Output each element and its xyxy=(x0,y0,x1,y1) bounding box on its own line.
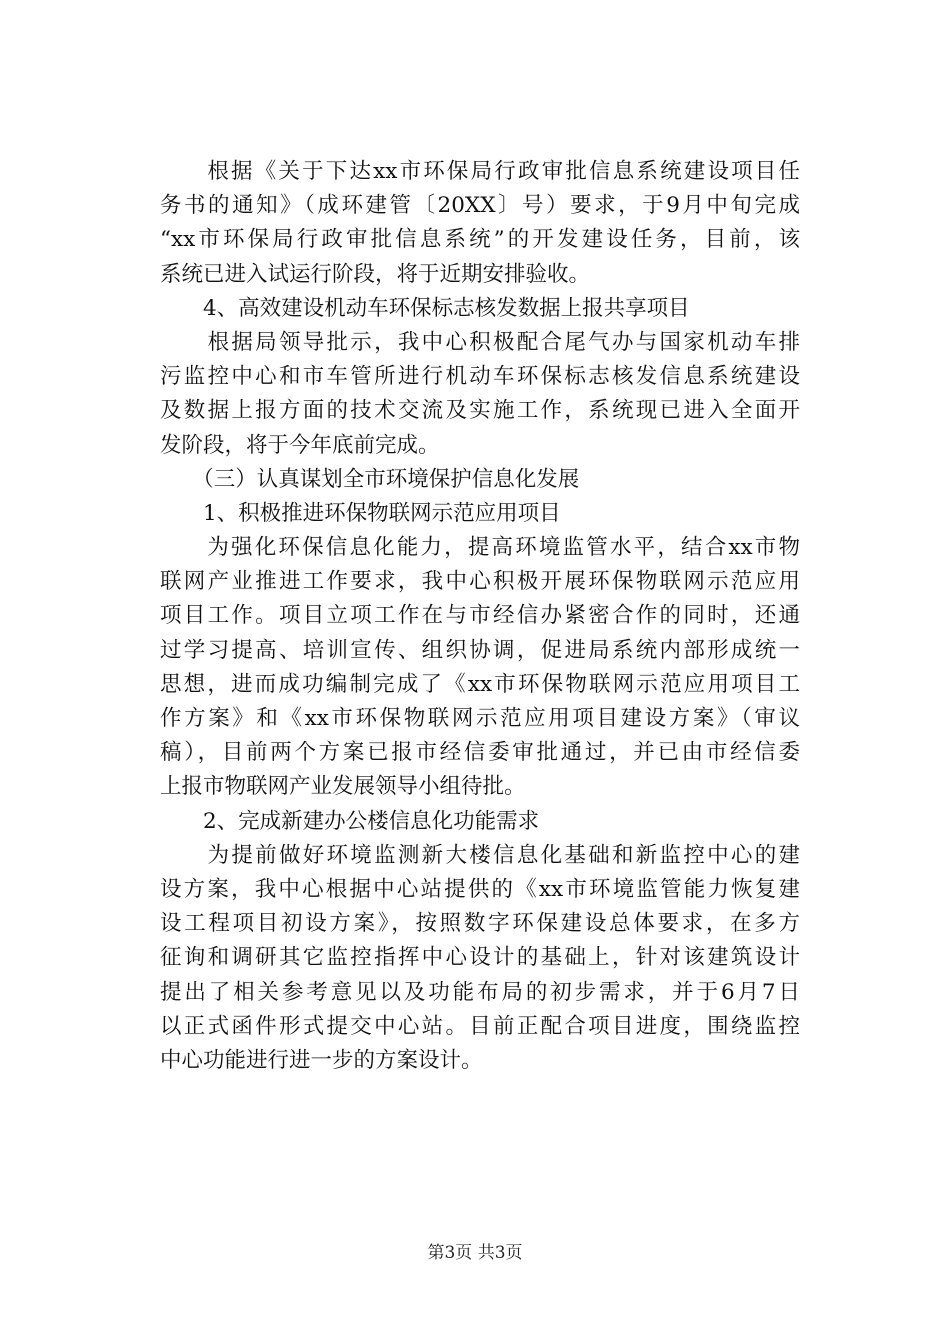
section-heading: 4、高效建设机动车环保标志核发数据上报共享项目 xyxy=(160,295,690,321)
section-heading: （三）认真谋划全市环境保护信息化发展 xyxy=(160,466,580,492)
paragraph-line: 征询和调研其它监控指挥中心设计的基础上，针对该建筑设计 xyxy=(160,945,800,971)
paragraph-line: 为强化环保信息化能力，提高环境监管水平，结合xx市物 xyxy=(160,535,800,561)
paragraph-line: 思想，进而成功编制完成了《xx市环保物联网示范应用项目工 xyxy=(160,671,800,697)
paragraph-line: 发阶段，将于今年底前完成。 xyxy=(160,432,440,458)
paragraph-line: 设方案，我中心根据中心站提供的《xx市环境监管能力恢复建 xyxy=(160,876,800,902)
paragraph-line: 项目工作。项目立项工作在与市经信办紧密合作的同时，还通 xyxy=(160,603,800,629)
paragraph-line: 系统已进入试运行阶段，将于近期安排验收。 xyxy=(160,261,591,287)
section-heading: 2、完成新建办公楼信息化功能需求 xyxy=(160,808,540,834)
paragraph-line: 提出了相关参考意见以及功能布局的初步需求，并于6月7日 xyxy=(160,979,800,1005)
paragraph-line: 稿），目前两个方案已报市经信委审批通过，并已由市经信委 xyxy=(160,740,800,766)
paragraph-line: 及数据上报方面的技术交流及实施工作，系统现已进入全面开 xyxy=(160,398,800,424)
paragraph-line: 中心功能进行进一步的方案设计。 xyxy=(160,1047,483,1073)
section-heading: 1、积极推进环保物联网示范应用项目 xyxy=(160,500,561,526)
paragraph-line: 为提前做好环境监测新大楼信息化基础和新监控中心的建 xyxy=(160,842,800,868)
paragraph-line: 上报市物联网产业发展领导小组待批。 xyxy=(160,774,526,800)
paragraph-line: 根据局领导批示，我中心积极配合尾气办与国家机动车排 xyxy=(160,329,800,355)
paragraph-line: 联网产业推进工作要求，我中心积极开展环保物联网示范应用 xyxy=(160,569,800,595)
paragraph-line: 过学习提高、培训宣传、组织协调，促进局系统内部形成统一 xyxy=(160,637,800,663)
paragraph-line: 务书的通知》（成环建管〔20XX〕号）要求，于9月中旬完成 xyxy=(160,193,800,219)
paragraph-line: 以正式函件形式提交中心站。目前正配合项目进度，围绕监控 xyxy=(160,1013,800,1039)
document-body xyxy=(160,155,800,1078)
page-number-footer: 第3页 共3页 xyxy=(427,1243,523,1263)
paragraph-line: 污监控中心和市车管所进行机动车环保标志核发信息系统建设 xyxy=(160,364,800,390)
paragraph-line: 根据《关于下达xx市环保局行政审批信息系统建设项目任 xyxy=(160,159,800,184)
paragraph-line: 设工程项目初设方案》，按照数字环保建设总体要求，在多方 xyxy=(160,911,800,937)
paragraph-line: “xx市环保局行政审批信息系统”的开发建设任务，目前，该 xyxy=(160,227,800,253)
paragraph-line: 作方案》和《xx市环保物联网示范应用项目建设方案》（审议 xyxy=(160,706,800,731)
